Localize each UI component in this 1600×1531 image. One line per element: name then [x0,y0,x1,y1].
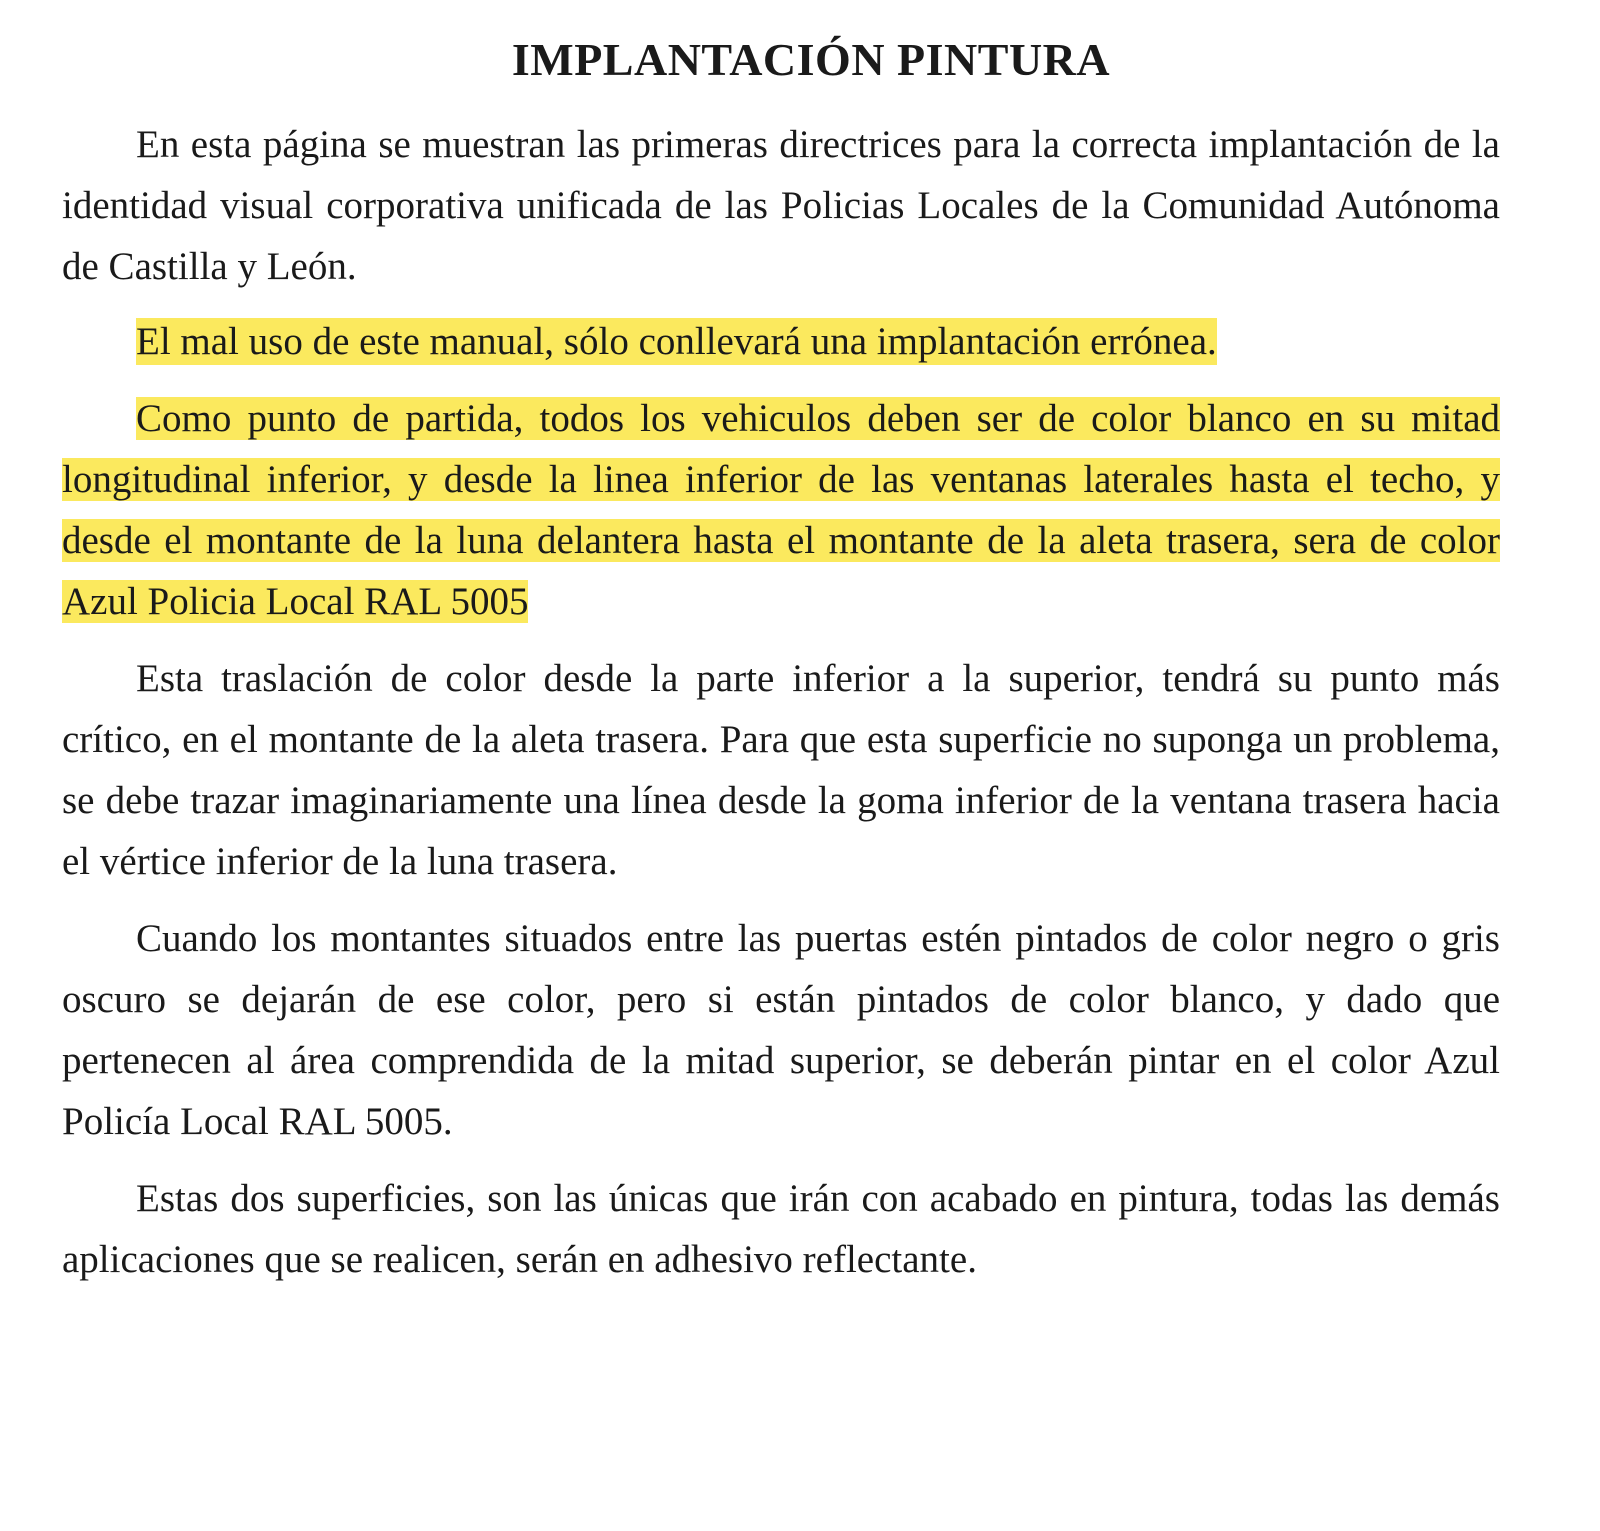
paragraph-text: Cuando los montantes situados entre las puertas estén pintados de color negro o gris oscuro se dejarán de ese color, pero si están pintados de color blanco, y dado que pertenecen al área comprendida de la mitad superior, se deberán pintar en el color Azul Policía Local RAL 5005. [62,917,1500,1143]
paragraph-text: En esta página se muestran las primeras directrices para la correcta implantación de la identidad visual corporativa unificada de las Policias Locales de la Comunidad Autónoma de Castilla y León. [62,123,1500,288]
paragraph-base-color-highlighted [62,388,1500,632]
paragraph-text: Esta traslación de color desde la parte inferior a la superior, tendrá su punto más crítico, en el montante de la aleta trasera. Para que esta superficie no suponga un problema, se debe trazar imaginariamente una línea desde la goma inferior de la ventana trasera hacia el vértice inferior de la luna trasera. [62,657,1500,883]
paragraph-text: Estas dos superficies, son las únicas que irán con acabado en pintura, todas las demás aplicaciones que se realicen, serán en adhesivo reflectante. [62,1177,1500,1281]
paragraph-paint-finish [62,1168,1500,1290]
paragraph-pillars [62,908,1500,1152]
paragraph-warning-highlighted [62,311,1500,372]
document-page [62,28,1500,1306]
highlighted-text: Como punto de partida, todos los vehiculos deben ser de color blanco en su mitad longitudinal inferior, y desde la linea inferior de las ventanas laterales hasta el techo, y desde el montante de la luna delantera hasta el montante de la aleta trasera, sera de color Azul Policia Local RAL 5005 [62,397,1500,623]
highlighted-text: El mal uso de este manual, sólo conllevará una implantación errónea. [136,320,1217,363]
page-title: IMPLANTACIÓN PINTURA [511,34,1111,85]
paragraph-intro [62,114,1500,297]
paragraph-color-transition [62,648,1500,892]
